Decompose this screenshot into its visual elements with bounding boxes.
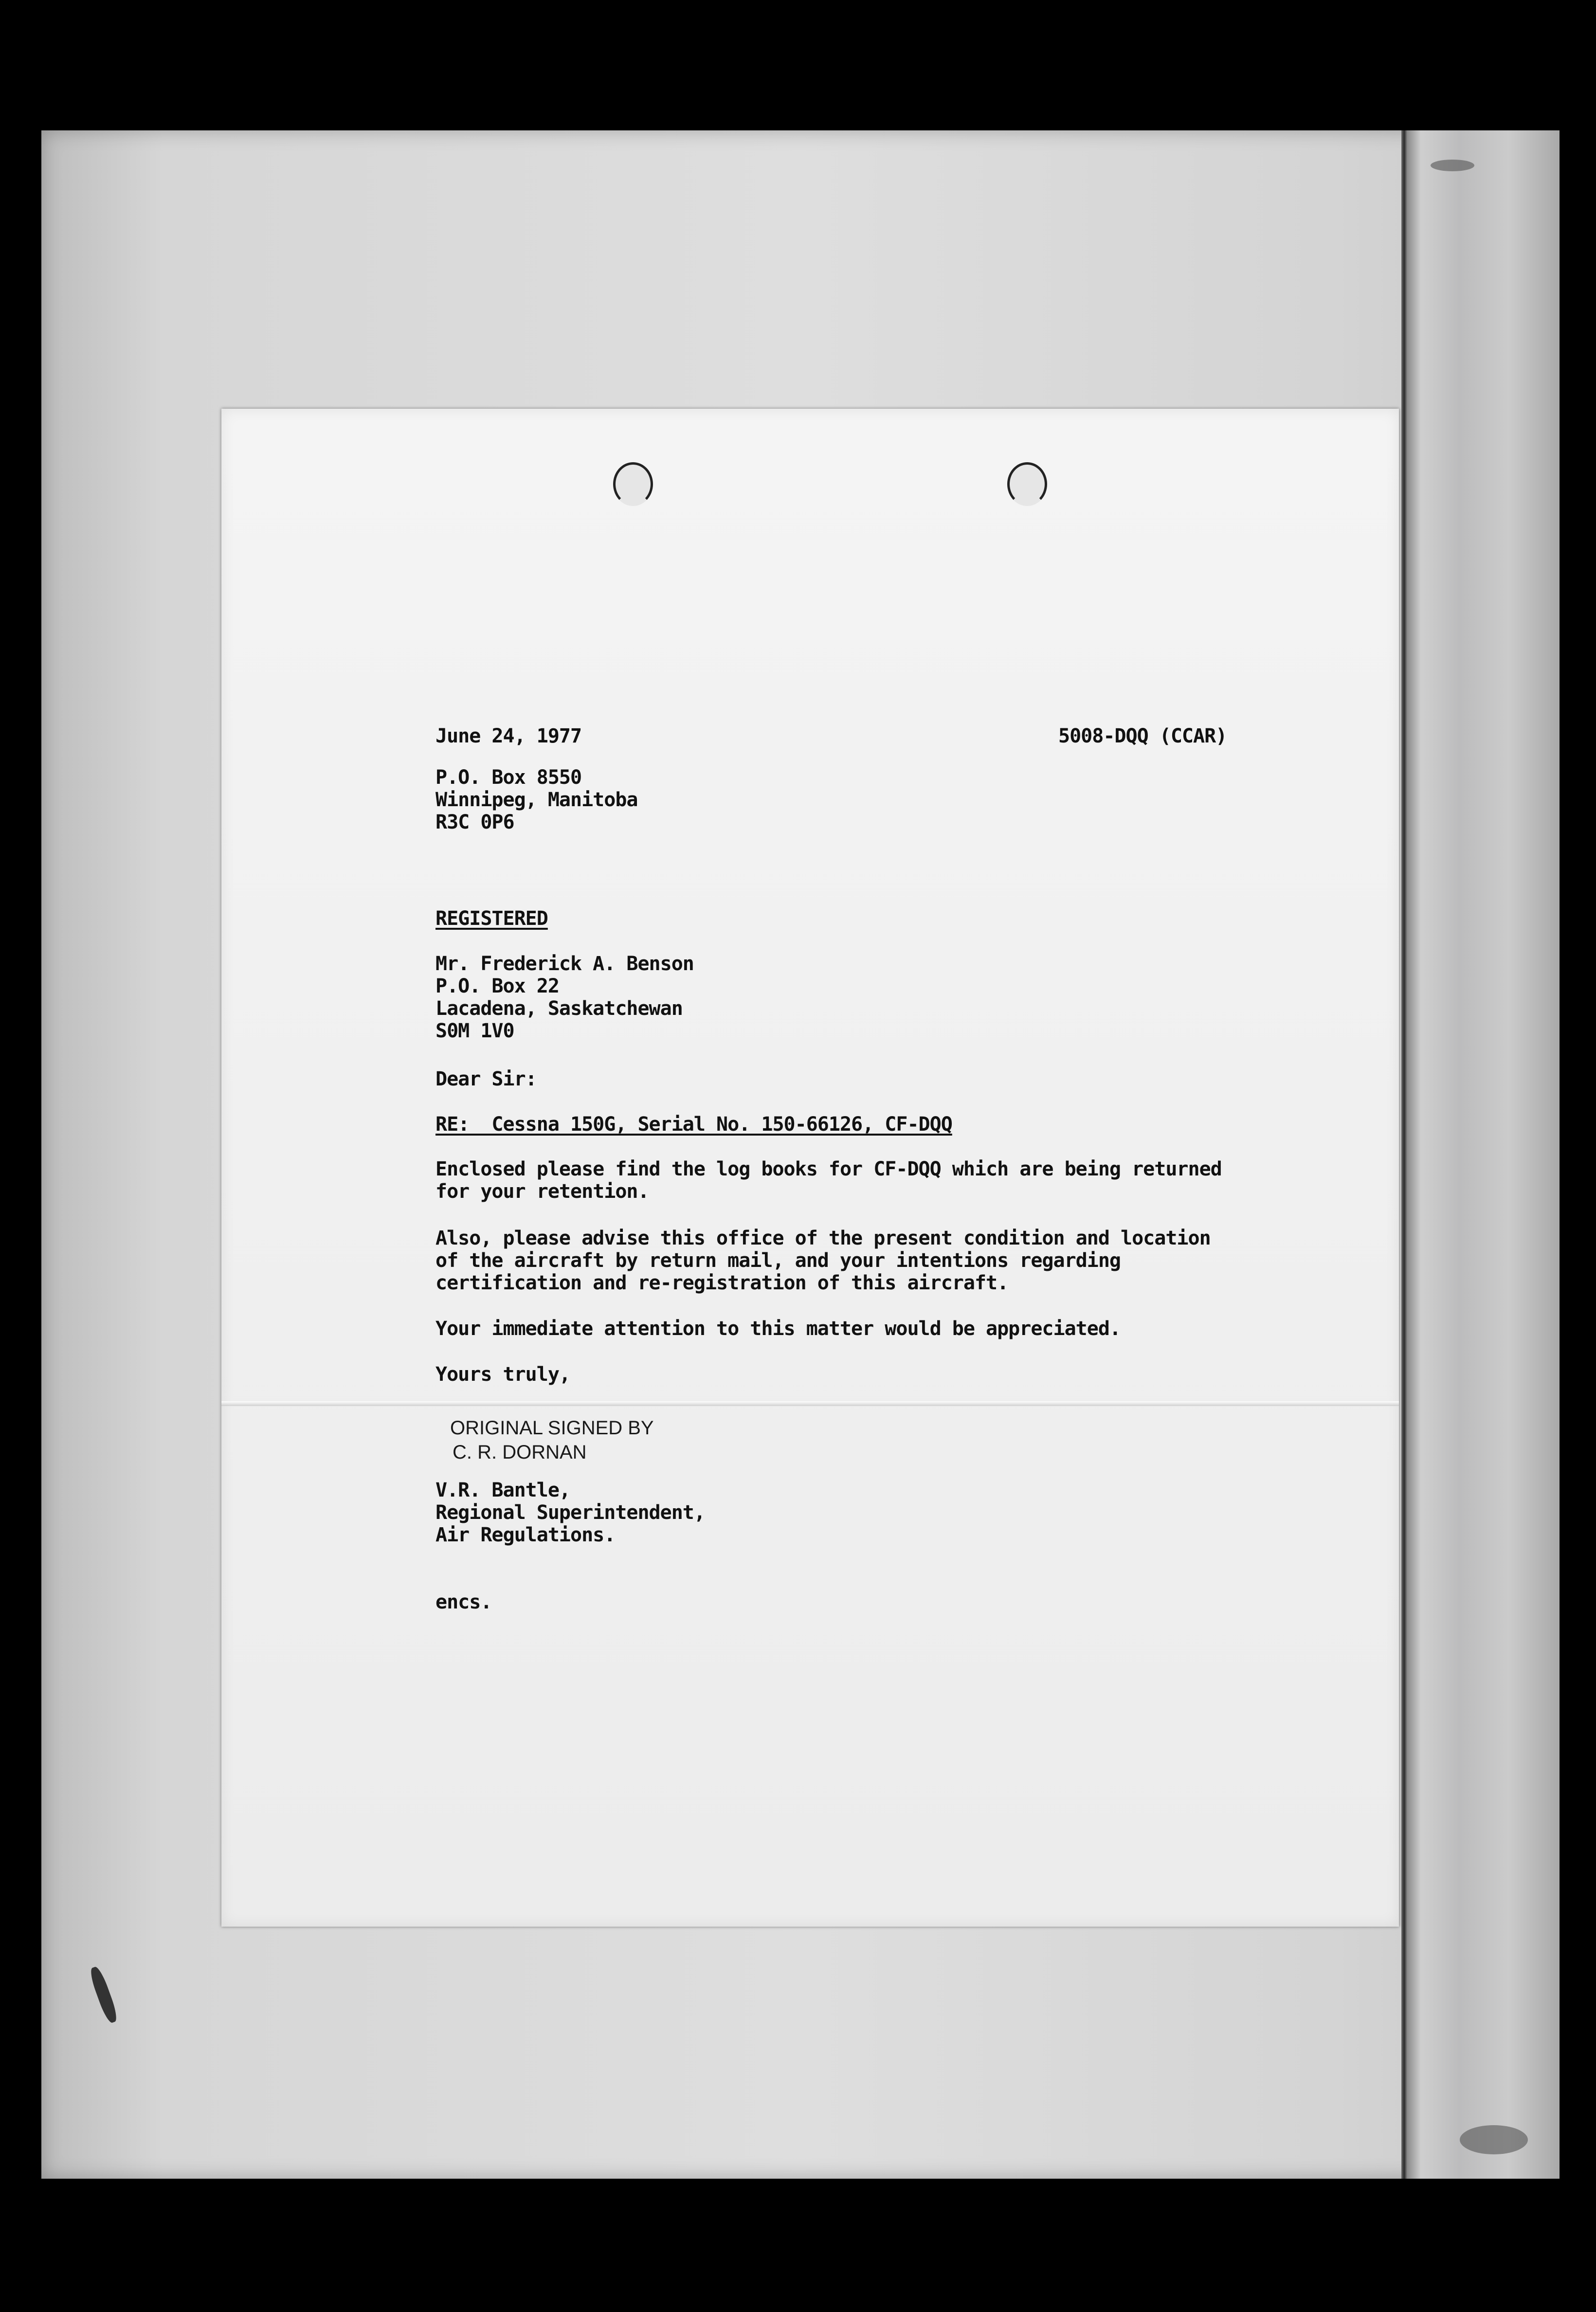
address-line: P.O. Box 8550 [435, 766, 582, 789]
punch-hole-left [613, 462, 653, 506]
enclosures-note: encs. [435, 1591, 492, 1613]
binding-speck [1431, 160, 1474, 171]
address-line: Lacadena, Saskatchewan [435, 997, 683, 1020]
body-line: Enclosed please find the log books for CF-DQQ which are being returned [435, 1158, 1222, 1180]
address-line: R3C 0P6 [435, 811, 514, 833]
address-line: Winnipeg, Manitoba [435, 789, 638, 811]
signatory-line: Air Regulations. [435, 1524, 616, 1546]
punch-hole-right [1007, 462, 1047, 506]
signatory-line: Regional Superintendent, [435, 1501, 705, 1524]
body-line: for your retention. [435, 1180, 649, 1203]
binding-edge [1401, 130, 1560, 2179]
subject-line: RE: Cessna 150G, Serial No. 150-66126, CF-DQQ [435, 1113, 952, 1136]
closing: Yours truly, [435, 1363, 570, 1386]
salutation: Dear Sir: [435, 1068, 537, 1090]
address-line: P.O. Box 22 [435, 975, 559, 997]
body-line: Your immediate attention to this matter would be appreciated. [435, 1318, 1121, 1340]
letter-sheet [221, 409, 1399, 1927]
body-line: certification and re-registration of this aircraft. [435, 1272, 1009, 1294]
signatory-line: V.R. Bantle, [435, 1479, 570, 1501]
address-line: S0M 1V0 [435, 1020, 514, 1042]
fold-line [221, 1401, 1399, 1406]
binding-speck [1460, 2125, 1528, 2154]
stamp-line: C. R. DORNAN [453, 1442, 587, 1463]
letter-date: June 24, 1977 [435, 725, 582, 747]
mail-class: REGISTERED [435, 907, 548, 930]
body-line: Also, please advise this office of the present condition and location [435, 1227, 1211, 1249]
body-line: of the aircraft by return mail, and your intentions regarding [435, 1249, 1121, 1272]
file-reference: 5008-DQQ (CCAR) [1058, 725, 1227, 747]
address-line: Mr. Frederick A. Benson [435, 953, 694, 975]
stamp-line: ORIGINAL SIGNED BY [450, 1417, 654, 1439]
